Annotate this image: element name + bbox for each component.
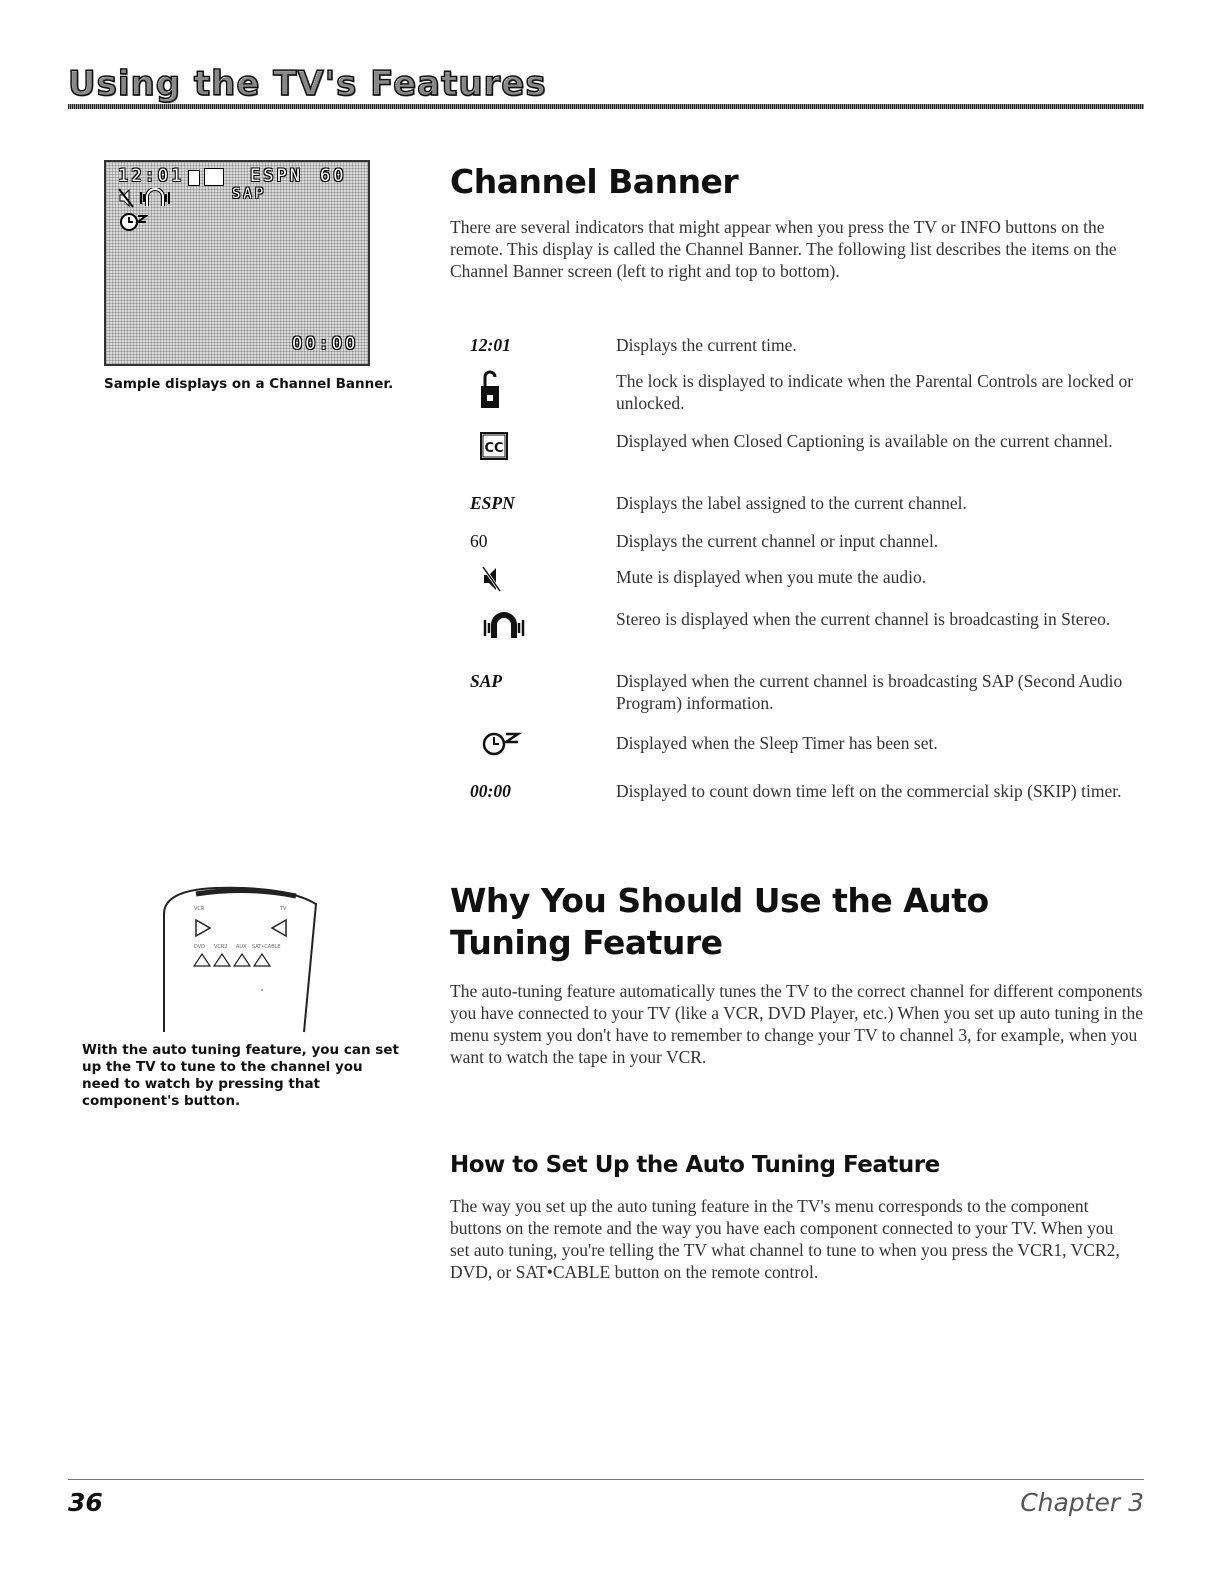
page-header-title: Using the TV's Features xyxy=(68,64,547,104)
figure-caption-banner: Sample displays on a Channel Banner. xyxy=(104,376,394,392)
indicator-key: SAP xyxy=(470,671,503,691)
osd-channel-label: ESPN xyxy=(250,166,303,186)
lock-icon xyxy=(188,170,200,186)
remote-label-vcr2: VCR2 xyxy=(214,944,228,950)
indicator-desc: Displays the label assigned to the current channel. xyxy=(616,493,967,513)
section-title-auto-tuning: Why You Should Use the Auto Tuning Feature xyxy=(450,881,989,962)
stereo-icon xyxy=(482,612,526,645)
page-header xyxy=(68,64,1144,112)
indicator-desc: Displays the current time. xyxy=(616,335,797,355)
indicator-key: ESPN xyxy=(470,493,515,513)
indicator-desc: The lock is displayed to indicate when the Parental Controls are locked or unlocked. xyxy=(616,371,1134,413)
osd-channel-number: 60 xyxy=(320,166,347,186)
header-rule xyxy=(68,104,1144,109)
sleep-timer-icon xyxy=(482,726,522,765)
indicator-desc: Stereo is displayed when the current channel is broadcasting in Stereo. xyxy=(616,609,1111,629)
indicator-desc: Displayed to count down time left on the commercial skip (SKIP) timer. xyxy=(616,781,1122,801)
indicator-desc: Displays the current channel or input channel. xyxy=(616,531,939,551)
closed-caption-icon xyxy=(204,168,224,186)
svg-text:CC: CC xyxy=(484,441,504,456)
osd-skip-timer: 00:00 xyxy=(292,334,359,354)
indicator-desc: Displayed when Closed Captioning is available on the current channel. xyxy=(616,431,1113,451)
remote-label-tv: TV xyxy=(280,906,287,912)
section-title-setup: How to Set Up the Auto Tuning Feature xyxy=(450,1152,940,1178)
remote-label-aux: AUX xyxy=(236,944,247,950)
indicator-key: 12:01 xyxy=(470,335,511,355)
channel-banner-screen xyxy=(104,160,370,366)
setup-body: The way you set up the auto tuning feature in the TV's menu corresponds to the component buttons on the remote and the way you have each component connected to your TV. When you set auto tuning, you're telling the TV what channel to tune to when you press the VCR1, VCR2, DVD, or SAT•CABLE button on the remote control. xyxy=(450,1196,1120,1282)
figure-caption-remote: With the auto tuning feature, you can set up the TV to tune to the channel you need to watch by pressing that component's button. xyxy=(82,1042,399,1109)
remote-illustration xyxy=(156,884,326,1034)
chapter-label: Chapter 3 xyxy=(1020,1488,1144,1517)
lock-icon xyxy=(480,368,500,415)
indicator-key: 60 xyxy=(470,531,488,551)
sleep-timer-icon xyxy=(120,210,148,237)
section-title-channel-banner: Channel Banner xyxy=(450,162,739,201)
channel-banner-intro: There are several indicators that might appear when you press the TV or INFO buttons on the remote. This display is called the Channel Banner. The following list describes the items on the Channel Banner screen (left to right and top to bottom). xyxy=(450,217,1117,281)
indicator-desc: Mute is displayed when you mute the audio. xyxy=(616,567,927,587)
page-number: 36 xyxy=(68,1488,103,1517)
remote-label-vcr: VCR xyxy=(194,906,205,912)
osd-sap: SAP xyxy=(232,186,267,202)
footer-rule xyxy=(68,1479,1144,1480)
indicator-desc: Displayed when the Sleep Timer has been set. xyxy=(616,733,938,753)
remote-label-dvd: DVD xyxy=(194,944,206,950)
closed-caption-icon xyxy=(480,432,508,465)
remote-label-sat-cable: SAT•CABLE xyxy=(252,944,281,950)
auto-tuning-body: The auto-tuning feature automatically tunes the TV to the correct channel for different components you have connected to your TV (like a VCR, DVD Player, etc.) When you set up auto tuning in the menu system you don't have to remember to change your TV to channel 3, for example, when you want to watch the tape in your VCR. xyxy=(450,981,1144,1067)
indicator-key: 00:00 xyxy=(470,781,511,801)
indicator-desc: Displayed when the current channel is broadcasting SAP (Second Audio Program) information. xyxy=(616,671,1123,713)
osd-time: 12:01 xyxy=(118,166,185,186)
mute-icon xyxy=(482,566,502,597)
